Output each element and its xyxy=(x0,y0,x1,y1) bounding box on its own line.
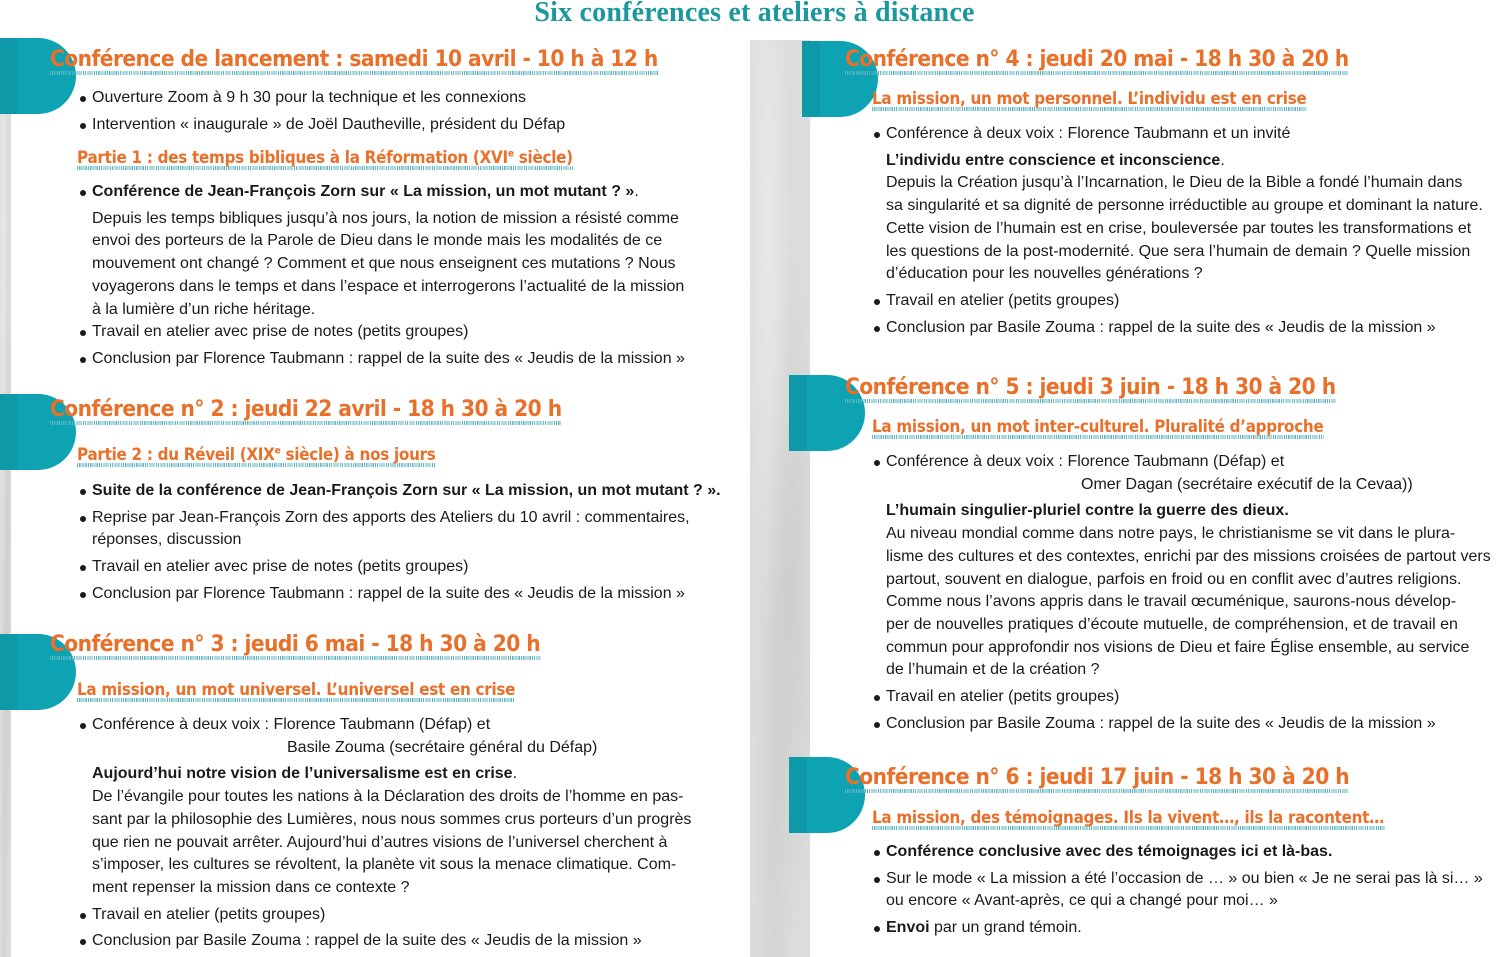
description-paragraph: Depuis les temps bibliques jusqu’à nos jours, la notion de mission a résisté comme envoi des porteurs de la Parole de Dieu dans le monde mais les modalités de ce mouvement ont changé ? Comment et que nous enseignent ces mutations ? Nous voyagerons dans le temps et dans l’espace et interrogerons l’actualité de la mission à la lumière d’un riche héritage. xyxy=(92,209,685,318)
list-item: Intervention « inaugurale » de Joël Dautheville, président du Défap xyxy=(78,114,738,137)
description-paragraph: L’individu entre conscience et inconscience. Depuis la Création jusqu’à l’Incarnation, le Dieu de la Bible a fondé l’humain dans sa singularité et sa dignité de personne irréductible au groupe et dominant la nature. Cette vision de l’humain est en crise, bouleversée par toutes les transformations et les questions de la post-modernité. Que sera l’humain de demain ? Quelle mission d’éducation pour les nouvelles générations ? xyxy=(886,151,1483,283)
left-photo-stripe xyxy=(0,38,11,957)
conference-3-body xyxy=(78,714,728,953)
list-item: Ouverture Zoom à 9 h 30 pour la technique et les connexions xyxy=(78,87,738,110)
list-item: Conférence de Jean-François Zorn sur « La mission, un mot mutant ? ». xyxy=(78,181,728,204)
list-item: Sur le mode « La mission a été l’occasion de … » ou bien « Je ne serai pas là si… » xyxy=(872,868,1502,891)
page-title: Six conférences et ateliers à distance xyxy=(534,0,975,28)
conference-2-body xyxy=(78,480,738,606)
list-item: Reprise par Jean-François Zorn des apports des Ateliers du 10 avril : commentaires, réponses, discussion xyxy=(78,507,742,552)
list-item: Conclusion par Basile Zouma : rappel de la suite des « Jeudis de la mission » xyxy=(872,317,1502,340)
list-item: Travail en atelier avec prise de notes (petits groupes) xyxy=(78,556,738,579)
conference-4-subheading: La mission, un mot personnel. L’individu est en crise xyxy=(872,89,1306,111)
conference-4-body xyxy=(872,123,1502,339)
conference-3-subheading: La mission, un mot universel. L’universel est en crise xyxy=(77,680,515,702)
speakers-line-2: Omer Dagan (secrétaire exécutif de la Cevaa)) xyxy=(1081,475,1413,493)
conference-6-subheading: La mission, des témoignages. Ils la vivent…, ils la racontent… xyxy=(872,808,1384,830)
description-paragraph: Aujourd’hui notre vision de l’universalisme est en crise. De l’évangile pour toutes les nations à la Déclaration des droits de l’homme en pas- sant par la philosophie des Lumières, nous nous sommes crus porteurs d’un progrès que rien ne pouvait arrêter. Aujourd’hui d’autres visions de l’universel cherchent à s’imposer, les cultures se révoltent, la planète vit sous la menace climatique. Com- ment repenser la mission dans ce contexte ? xyxy=(92,765,692,896)
conference-4-heading: Conférence n° 4 : jeudi 20 mai - 18 h 30 à 20 h xyxy=(845,47,1349,75)
conference-2-heading: Conférence n° 2 : jeudi 22 avril - 18 h 30 à 20 h xyxy=(50,397,562,425)
list-item: Conclusion par Florence Taubmann : rappel de la suite des « Jeudis de la mission » xyxy=(78,348,728,371)
conference-1-intro xyxy=(78,87,738,136)
speakers-line: Conférence à deux voix : Florence Taubmann (Défap) et xyxy=(872,451,1502,474)
list-item: Conférence conclusive avec des témoignages ici et là-bas. xyxy=(872,841,1502,864)
conference-1-body xyxy=(78,181,728,371)
list-item: Suite de la conférence de Jean-François Zorn sur « La mission, un mot mutant ? ». xyxy=(78,480,738,503)
list-item: Conclusion par Florence Taubmann : rappel de la suite des « Jeudis de la mission » xyxy=(78,583,738,606)
list-item: Travail en atelier (petits groupes) xyxy=(872,290,1502,313)
list-item: Conclusion par Basile Zouma : rappel de la suite des « Jeudis de la mission » xyxy=(872,713,1502,736)
conference-2-part-heading: Partie 2 : du Réveil (XIXe siècle) à nos jours xyxy=(77,445,436,467)
conference-1-heading: Conférence de lancement : samedi 10 avril - 10 h à 12 h xyxy=(50,47,658,75)
conference-6-heading: Conférence n° 6 : jeudi 17 juin - 18 h 30 à 20 h xyxy=(845,765,1349,793)
conference-6-body xyxy=(872,841,1502,940)
conference-5-body xyxy=(872,451,1502,735)
speakers-line-2: Basile Zouma (secrétaire général du Défap) xyxy=(287,738,598,756)
list-item-continuation: ou encore « Avant-après, ce qui a changé pour moi… » xyxy=(886,892,1278,910)
list-item: Conclusion par Basile Zouma : rappel de la suite des « Jeudis de la mission » xyxy=(78,930,728,953)
list-item: Travail en atelier (petits groupes) xyxy=(78,904,728,927)
conference-1-part-heading: Partie 1 : des temps bibliques à la Réformation (XVIe siècle) xyxy=(77,148,573,170)
speakers-line: Conférence à deux voix : Florence Taubmann (Défap) et xyxy=(78,714,728,737)
list-item: Travail en atelier avec prise de notes (petits groupes) xyxy=(78,321,728,344)
list-item: Envoi par un grand témoin. xyxy=(872,917,1502,940)
description-paragraph: L’humain singulier-pluriel contre la guerre des dieux. Au niveau mondial comme dans notre pays, le christianisme se vit dans le plura- lisme des cultures et des contextes, enrichi par des missions croisées de partout vers partout, souvent en dialogue, parfois en froid ou en conflit avec d’autres religions. Comme nous l’avons appris dans le travail œcuménique, saurons-nous dévelop- per de nouvelles pratiques d’écoute mutuelle, de compréhension, et de travail en commun pour approfondir nos visions de Dieu et faire Église ensemble, au service de l’humain et de la création ? xyxy=(886,502,1491,679)
conference-3-heading: Conférence n° 3 : jeudi 6 mai - 18 h 30 à 20 h xyxy=(50,632,540,660)
conference-5-subheading: La mission, un mot inter-culturel. Pluralité d’approche xyxy=(872,417,1323,439)
conference-5-heading: Conférence n° 5 : jeudi 3 juin - 18 h 30 à 20 h xyxy=(845,375,1336,403)
speakers-line: Conférence à deux voix : Florence Taubmann et un invité xyxy=(872,123,1502,146)
list-item: Travail en atelier (petits groupes) xyxy=(872,686,1502,709)
